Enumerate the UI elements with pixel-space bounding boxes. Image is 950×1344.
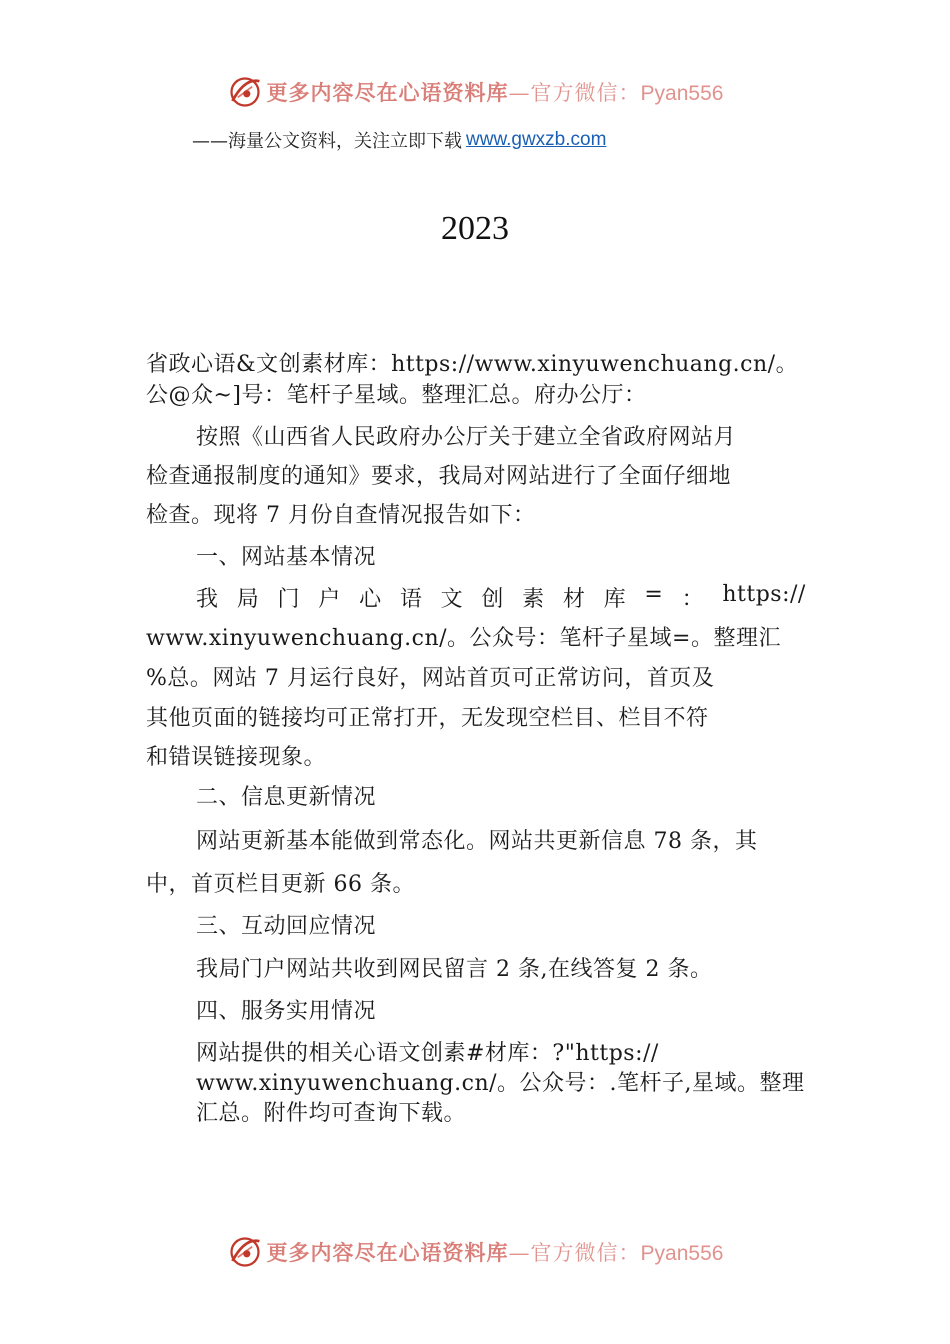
spread-char: 心 [359, 587, 382, 612]
document-title-year: 2023 [441, 210, 509, 247]
paragraph-5-line-2: www.xinyuwenchuang.cn/。公众号：.笔杆子,星域。整理 [196, 1071, 805, 1096]
paragraph-1-line-3: 检查。现将 7 月份自查情况报告如下： [146, 503, 536, 528]
brand-logo-icon [227, 74, 263, 110]
paragraph-1-line-2: 检查通报制度的通知》要求，我局对网站进行了全面仔细地 [146, 464, 732, 489]
banner-wechat-id: Pyan556 [640, 82, 724, 105]
banner-rest-text: —官方微信： [508, 81, 641, 105]
footer-banner-rest-text: —官方微信： [508, 1241, 641, 1265]
section-heading-2: 二、信息更新情况 [196, 785, 377, 810]
website-link[interactable]: www.gwxzb.com [466, 129, 607, 150]
paragraph-2-line-5: 和错误链接现象。 [146, 745, 327, 770]
spread-char: 户 [318, 587, 341, 612]
spread-char: 我 [196, 587, 219, 612]
spread-char: https:// [722, 582, 806, 607]
spread-char: 局 [236, 587, 260, 612]
spread-char: ： [681, 587, 705, 612]
paragraph-5-line-3: 汇总。附件均可查询下载。 [196, 1101, 467, 1126]
spread-char: 材 [562, 587, 586, 612]
footer-banner [0, 1232, 950, 1272]
paragraph-2-line-1 [196, 582, 806, 613]
paragraph-2-line-2: www.xinyuwenchuang.cn/。公众号：笔杆子星域=。整理汇 [146, 626, 781, 651]
paragraph-3-line-1: 网站更新基本能做到常态化。网站共更新信息 78 条，其 [196, 829, 758, 854]
spread-char: 门 [277, 587, 301, 612]
section-heading-4: 四、服务实用情况 [196, 999, 377, 1024]
spread-char: 创 [481, 587, 504, 612]
spread-char: 语 [399, 587, 423, 612]
spread-char: 文 [440, 587, 464, 612]
spread-char: 库 [603, 587, 627, 612]
footer-banner-wechat-id: Pyan556 [640, 1242, 724, 1265]
body-line-2: 公@众~]号：笔杆子星域。整理汇总。府办公厅： [146, 383, 647, 408]
banner-text [267, 77, 724, 107]
spread-char: 素 [522, 587, 545, 612]
paragraph-4-line-1: 我局门户网站共收到网民留言 2 条,在线答复 2 条。 [196, 957, 713, 982]
subheader-line [192, 126, 606, 154]
footer-banner-bold-text: 更多内容尽在心语资料库 [266, 1240, 509, 1265]
section-heading-3: 三、互动回应情况 [196, 914, 377, 939]
body-line-1: 省政心语&文创素材库：https://www.xinyuwenchuang.cn/。 [146, 352, 799, 377]
paragraph-2-line-4: 其他页面的链接均可正常打开，无发现空栏目、栏目不符 [146, 706, 709, 731]
footer-banner-text [267, 1237, 724, 1267]
brand-logo-icon [227, 1234, 263, 1270]
header-banner [0, 72, 950, 112]
paragraph-3-line-2: 中，首页栏目更新 66 条。 [146, 872, 415, 897]
subheader-text: ——海量公文资料，关注立即下载 [192, 131, 462, 152]
section-heading-1: 一、网站基本情况 [196, 545, 377, 570]
paragraph-5-line-1: 网站提供的相关心语文创素#材库：?"https:// [196, 1041, 659, 1066]
paragraph-2-line-3: %总。网站 7 月运行良好，网站首页可正常访问，首页及 [146, 666, 715, 691]
banner-bold-text: 更多内容尽在心语资料库 [266, 80, 509, 105]
spread-char: = [644, 582, 664, 607]
paragraph-1-line-1: 按照《山西省人民政府办公厅关于建立全省政府网站月 [196, 425, 737, 450]
